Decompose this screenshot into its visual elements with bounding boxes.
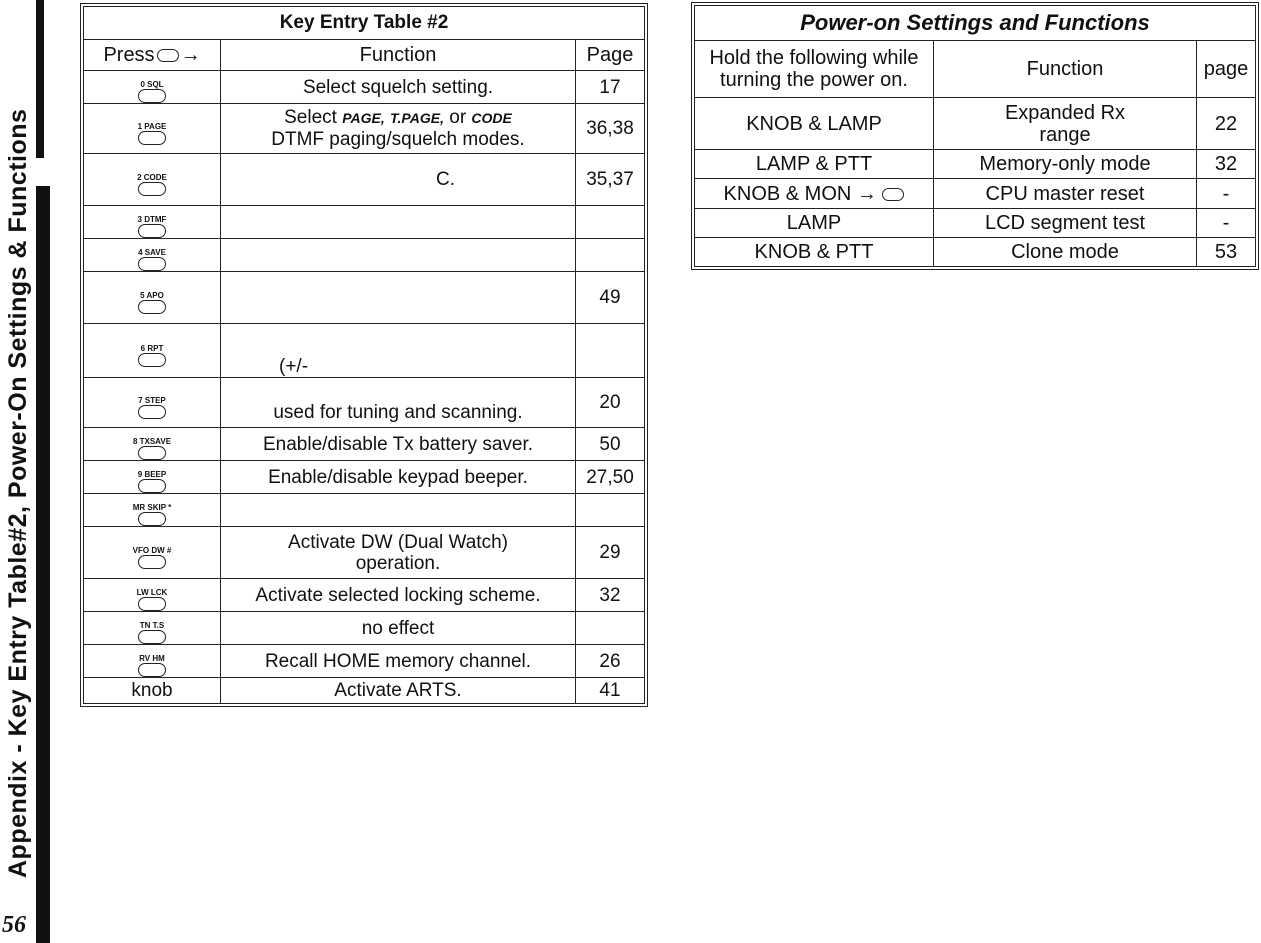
key-2-code-icon: 2 CODE	[137, 174, 167, 196]
power-table-header-row	[695, 41, 1256, 98]
page-header: page	[1197, 41, 1256, 98]
key-0-sql-icon: 0 SQL	[138, 81, 166, 103]
key-4-save-icon: 4 SAVE	[138, 249, 166, 271]
knob-label: knob	[84, 678, 221, 704]
table-row: 8 TXSAVE Enable/disable Tx battery saver. 50	[84, 428, 645, 461]
table-row: KNOB & MON → CPU master reset -	[695, 179, 1256, 209]
table-row: knob Activate ARTS. 41	[84, 678, 645, 704]
key-mr-skip-icon: MR SKIP *	[133, 504, 172, 526]
side-tab-bar-top	[36, 0, 44, 158]
function-key-icon	[882, 188, 904, 201]
table-row: 7 STEP used for tuning and scanning. 20	[84, 378, 645, 428]
page-header: Page	[576, 40, 645, 71]
function-header: Function	[934, 41, 1197, 98]
table-row: 9 BEEP Enable/disable keypad beeper. 27,50	[84, 461, 645, 494]
table-row: 0 SQL Select squelch setting. 17	[84, 71, 645, 104]
key-9-beep-icon: 9 BEEP	[138, 471, 166, 493]
table-row: 6 RPT (+/-	[84, 324, 645, 378]
table-row: VFO DW # Activate DW (Dual Watch) operation. 29	[84, 527, 645, 579]
hold-header: Hold the following while turning the power on.	[695, 41, 934, 98]
key-lw-lck-icon: LW LCK	[137, 589, 168, 611]
power-table-title: Power-on Settings and Functions	[695, 6, 1256, 41]
hold-cell: KNOB & MON →	[695, 179, 934, 209]
table-row: LW LCK Activate selected locking scheme. 32	[84, 579, 645, 612]
table-row: KNOB & LAMP Expanded Rx range 22	[695, 98, 1256, 150]
power-on-settings-table	[694, 5, 1256, 267]
key-1-page-icon: 1 PAGE	[138, 123, 167, 145]
press-header: Press →	[84, 40, 221, 71]
table-row	[84, 239, 645, 272]
side-section-title: Appendix - Key Entry Table#2, Power-On Settings & Functions	[4, 108, 32, 878]
function-cell: Select PAGE, T.PAGE, or CODE DTMF paging/squelch modes.	[221, 104, 576, 154]
table-row: LAMP & PTT Memory-only mode 32	[695, 150, 1256, 179]
function-header: Function	[221, 40, 576, 71]
table-row: KNOB & PTT Clone mode 53	[695, 238, 1256, 267]
key-7-step-icon: 7 STEP	[138, 397, 166, 419]
key-tn-ts-icon: TN T.S	[138, 622, 166, 644]
table-row: RV HM Recall HOME memory channel. 26	[84, 645, 645, 678]
key-3-dtmf-icon: 3 DTMF	[138, 216, 167, 238]
key-rv-hm-icon: RV HM	[138, 655, 166, 677]
table-row: 2 CODE C. 35,37	[84, 154, 645, 206]
key-table-title: Key Entry Table #2	[84, 7, 645, 40]
function-key-icon	[157, 49, 179, 62]
side-tab-bar-bottom	[36, 186, 50, 943]
key-8-txsave-icon: 8 TXSAVE	[133, 438, 171, 460]
table-row	[84, 494, 645, 527]
table-row: 5 APO 49	[84, 272, 645, 324]
table-row	[84, 206, 645, 239]
table-row: LAMP LCD segment test -	[695, 209, 1256, 238]
key-entry-table	[83, 6, 645, 704]
page-number: 56	[2, 912, 26, 938]
key-vfo-dw-icon: VFO DW #	[133, 547, 172, 569]
table-row: TN T.S no effect	[84, 612, 645, 645]
table-row: 1 PAGE Select PAGE, T.PAGE, or CODE DTMF paging/squelch modes. 36,38	[84, 104, 645, 154]
key-5-apo-icon: 5 APO	[138, 292, 166, 314]
key-6-rpt-icon: 6 RPT	[138, 345, 166, 367]
key-table-header-row	[84, 40, 645, 71]
